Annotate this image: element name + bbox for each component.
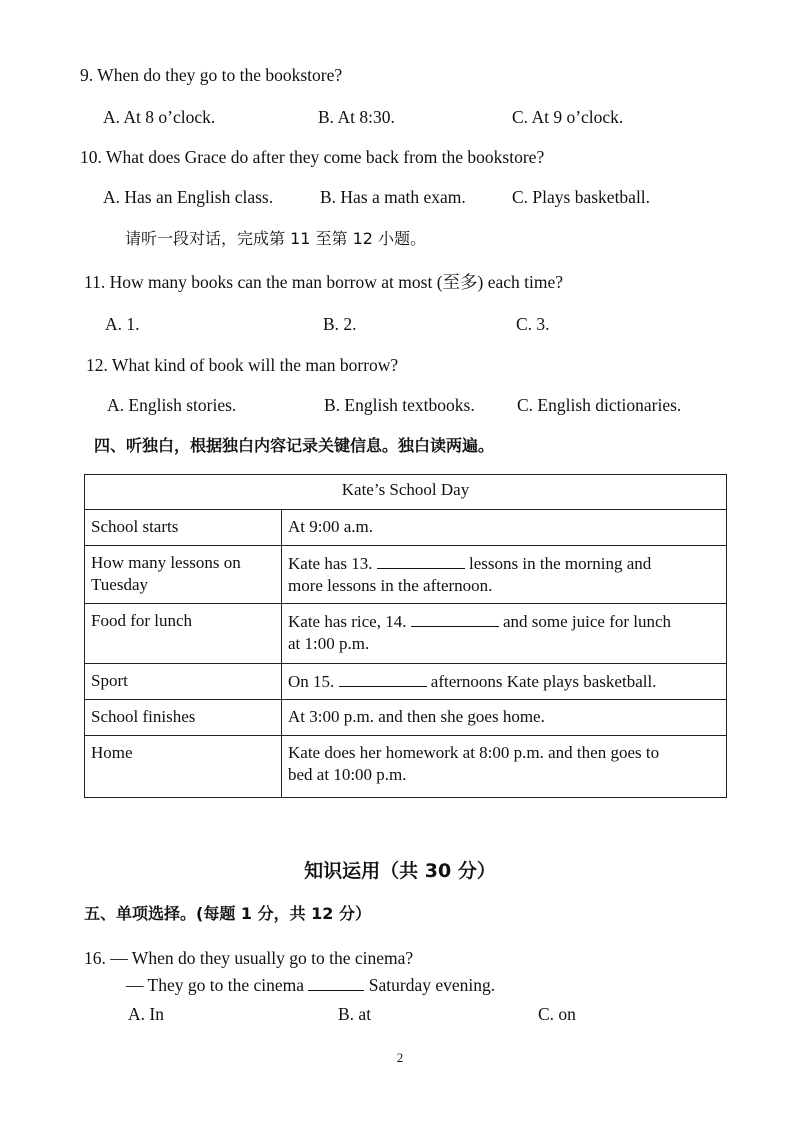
section5-heading: 五、单项选择。(每题 1 分，共 12 分） xyxy=(84,904,371,923)
q10-stem: 10. What does Grace do after they come back from the bookstore? xyxy=(80,147,545,167)
row-text: Kate has 13. xyxy=(288,554,373,573)
q10-option-b: B. Has a math exam. xyxy=(320,187,466,207)
section4-heading: 四、听独白，根据独白内容记录关键信息。独白读两遍。 xyxy=(94,436,495,455)
q9-option-a: A. At 8 o’clock. xyxy=(103,107,216,127)
row-text: lessons in the morning and xyxy=(469,554,652,573)
table-title-row xyxy=(85,475,727,510)
row-label: School finishes xyxy=(85,700,282,736)
answer-blank-13[interactable] xyxy=(377,552,465,569)
q16-line1: 16. — When do they usually go to the cinema? xyxy=(84,948,414,968)
row-label: Home xyxy=(85,736,282,798)
q9-option-b: B. At 8:30. xyxy=(318,107,395,127)
instruction-11-12: 请听一段对话，完成第 11 至第 12 小题。 xyxy=(125,229,427,248)
q16-option-a: A. In xyxy=(128,1004,164,1024)
kate-school-day-table xyxy=(84,474,727,798)
row-label: How many lessons on Tuesday xyxy=(85,546,282,604)
q10-option-a: A. Has an English class. xyxy=(103,187,274,207)
table-row xyxy=(85,604,727,664)
row-content xyxy=(282,604,727,664)
answer-blank-14[interactable] xyxy=(411,610,499,627)
row-text: and some juice for lunch xyxy=(502,612,672,631)
row-text: At 3:00 p.m. and then she goes home. xyxy=(288,707,545,726)
row-text: afternoons Kate plays basketball. xyxy=(430,672,657,691)
row-text: On 15. xyxy=(288,672,335,691)
q12-stem: 12. What kind of book will the man borrow? xyxy=(86,355,399,375)
row-label: Food for lunch xyxy=(85,604,282,664)
q9-option-c: C. At 9 o’clock. xyxy=(512,107,624,127)
q16-option-c: C. on xyxy=(538,1004,576,1024)
row-text: bed at 10:00 p.m. xyxy=(288,765,407,784)
q12-option-c: C. English dictionaries. xyxy=(517,395,682,415)
q11-option-b: B. 2. xyxy=(323,314,357,334)
q12-option-b: B. English textbooks. xyxy=(324,395,475,415)
row-text: Kate has rice, 14. xyxy=(288,612,407,631)
q16-line2-post: Saturday evening. xyxy=(368,975,496,995)
q10-option-c: C. Plays basketball. xyxy=(512,187,651,207)
part-title: 知识运用（共 30 分） xyxy=(304,860,496,882)
q11-option-c: C. 3. xyxy=(516,314,550,334)
q11-stem: 11. How many books can the man borrow at most (至多) each time? xyxy=(84,272,564,292)
row-text: at 1:00 p.m. xyxy=(288,634,370,653)
row-content xyxy=(282,664,727,700)
row-text: more lessons in the afternoon. xyxy=(288,576,493,595)
q11-option-a: A. 1. xyxy=(105,314,140,334)
q16-line2 xyxy=(126,974,495,996)
table-row xyxy=(85,510,727,546)
q9-stem: 9. When do they go to the bookstore? xyxy=(80,65,343,85)
row-label: Sport xyxy=(85,664,282,700)
q12-option-a: A. English stories. xyxy=(107,395,237,415)
row-content xyxy=(282,736,727,798)
table-row xyxy=(85,546,727,604)
table-row xyxy=(85,700,727,736)
table-row xyxy=(85,664,727,700)
q16-line2-pre: — They go to the cinema xyxy=(126,975,305,995)
q16-option-b: B. at xyxy=(338,1004,372,1024)
row-text: Kate does her homework at 8:00 p.m. and then goes to xyxy=(288,743,660,762)
row-content xyxy=(282,546,727,604)
row-label: School starts xyxy=(85,510,282,546)
row-content xyxy=(282,510,727,546)
table-row xyxy=(85,736,727,798)
answer-blank-15[interactable] xyxy=(339,670,427,687)
row-content xyxy=(282,700,727,736)
row-text: At 9:00 a.m. xyxy=(288,517,373,536)
table-title: Kate’s School Day xyxy=(85,475,727,510)
q16-blank[interactable] xyxy=(308,974,364,991)
page-number: 2 xyxy=(396,1050,404,1065)
